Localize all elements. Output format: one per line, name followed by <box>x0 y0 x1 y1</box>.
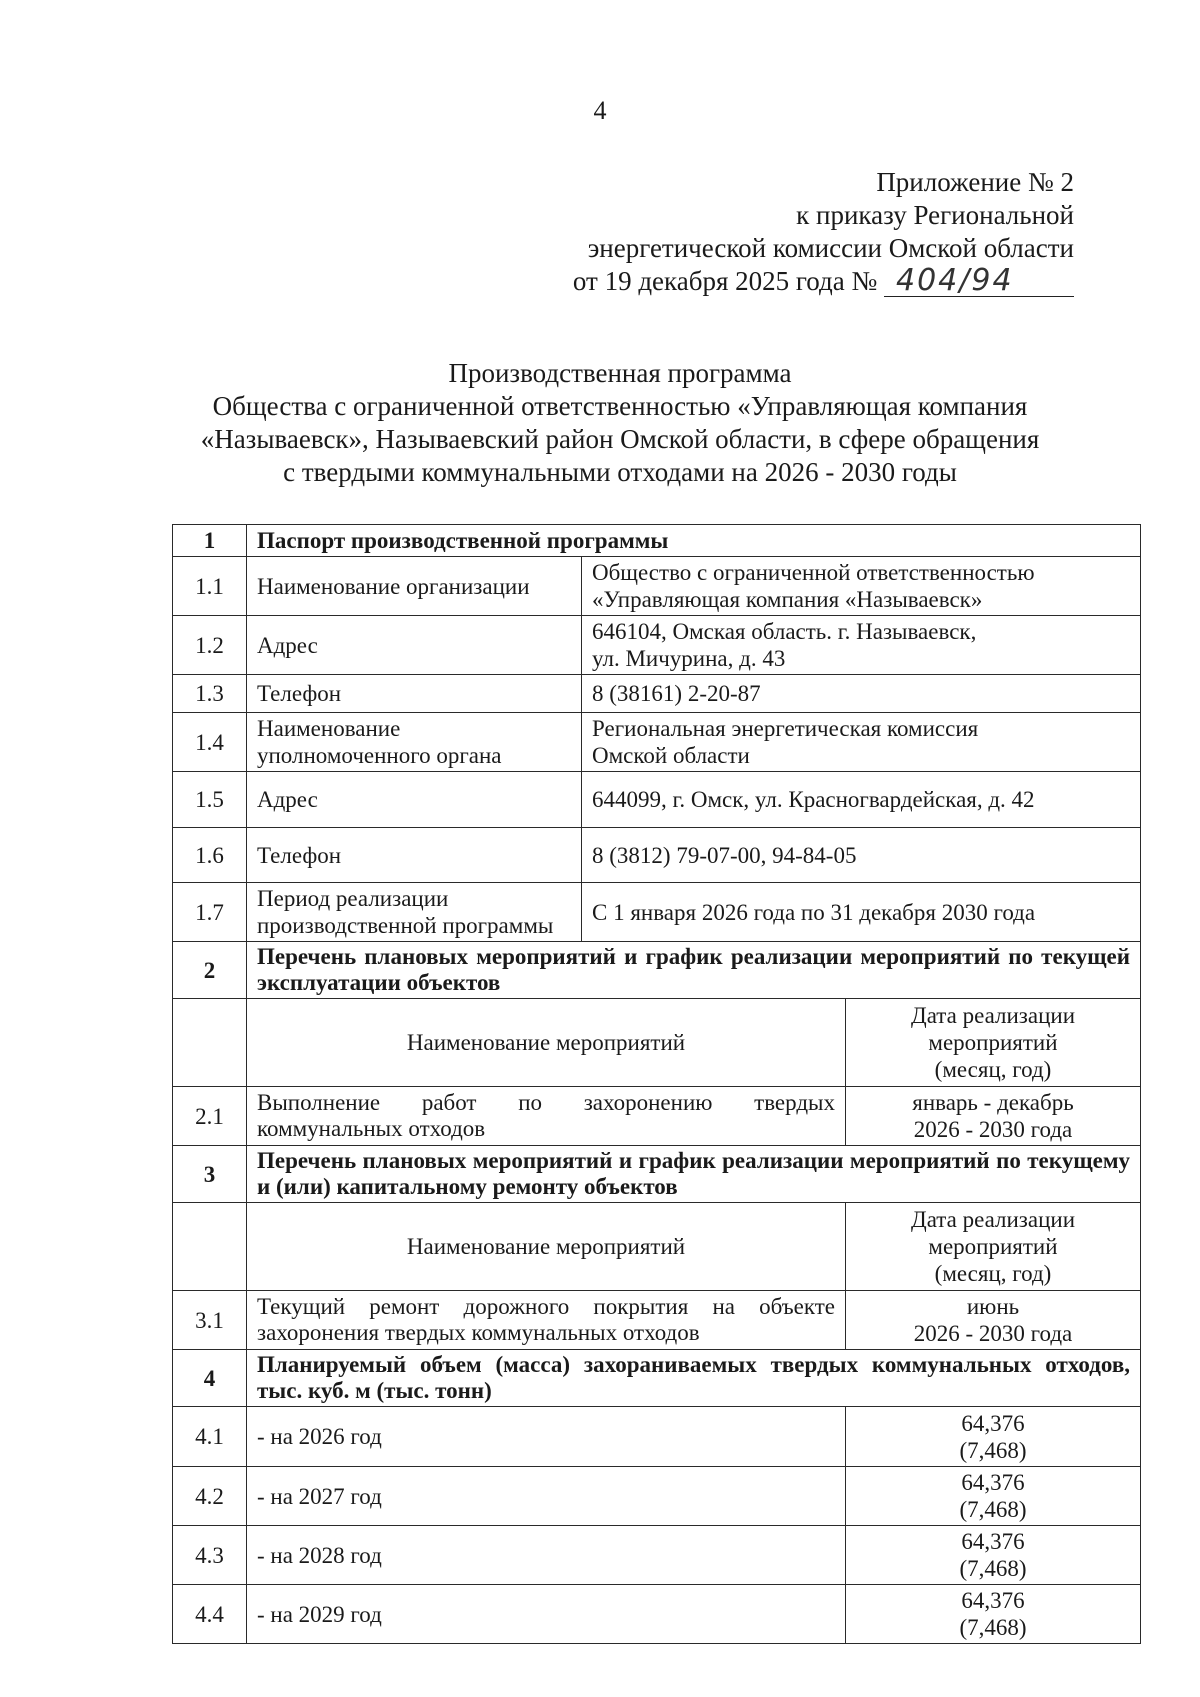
year-amount <box>846 1407 1141 1467</box>
label-line: Наименование <box>257 716 401 741</box>
row-number: 4.3 <box>173 1526 247 1585</box>
row-number: 1.6 <box>173 828 247 883</box>
table-row <box>173 675 1141 713</box>
title-line-2: Общества с ограниченной ответственностью «Управляющая компания <box>212 391 1028 421</box>
appendix-line-3: энергетической комиссии Омской области <box>587 233 1074 263</box>
year-amount <box>846 1585 1141 1644</box>
page-number: 4 <box>593 96 607 125</box>
section-2-header <box>173 942 1141 999</box>
table-row <box>173 1407 1141 1467</box>
row-number: 1.5 <box>173 772 247 828</box>
appendix-line-4 <box>454 265 1074 298</box>
header-line: Дата реализации <box>911 1003 1075 1028</box>
mass-value: (7,468) <box>959 1556 1027 1581</box>
row-number: 3.1 <box>173 1291 247 1350</box>
empty-cell <box>173 1203 247 1291</box>
order-number-handwritten: 404/94 <box>884 266 1074 297</box>
column-header-name: Наименование мероприятий <box>247 1203 846 1291</box>
row-number: 1.3 <box>173 675 247 713</box>
value-line: Омской области <box>592 743 750 768</box>
table-row <box>173 616 1141 675</box>
row-value <box>582 713 1141 772</box>
row-number: 1.2 <box>173 616 247 675</box>
mass-value: (7,468) <box>959 1437 1027 1463</box>
table-row <box>173 772 1141 828</box>
section-title: Планируемый объем (масса) захораниваемых твердых коммунальных отходов, тыс. куб. м (тыс. тонн) <box>247 1350 1141 1407</box>
year-label: - на 2028 год <box>247 1526 846 1585</box>
row-label: Телефон <box>247 675 582 713</box>
year-label: - на 2029 год <box>247 1585 846 1644</box>
title-line-3: «Называевск», Называевский район Омской области, в сфере обращения <box>200 424 1040 454</box>
date-line: 2026 - 2030 года <box>913 1321 1073 1346</box>
activity-date <box>846 1291 1141 1350</box>
row-number: 1.7 <box>173 883 247 942</box>
table-subheader-row <box>173 999 1141 1087</box>
row-number: 1.1 <box>173 557 247 616</box>
table-row <box>173 883 1141 942</box>
row-label: Наименование организации <box>247 557 582 616</box>
table-row <box>173 1526 1141 1585</box>
volume-value: 64,376 <box>961 1588 1025 1613</box>
row-label <box>247 883 582 942</box>
row-number: 4.1 <box>173 1407 247 1467</box>
column-header-date <box>846 1203 1141 1291</box>
section-number: 3 <box>173 1146 247 1203</box>
row-value: 8 (38161) 2-20-87 <box>582 675 1141 713</box>
row-number: 2.1 <box>173 1087 247 1146</box>
production-program-table <box>172 524 1141 1644</box>
header-line: мероприятий <box>928 1234 1058 1259</box>
date-line: 2026 - 2030 года <box>913 1117 1073 1142</box>
section-4-header <box>173 1350 1141 1407</box>
table-row <box>173 1585 1141 1644</box>
appendix-line-2: к приказу Региональной <box>796 200 1074 230</box>
label-line: производственной программы <box>257 913 554 938</box>
title-line-4: с твердыми коммунальными отходами на 2026 - 2030 годы <box>283 457 957 487</box>
table-row <box>173 1087 1141 1146</box>
year-amount <box>846 1467 1141 1526</box>
row-value: 644099, г. Омск, ул. Красногвардейская, д. 42 <box>582 772 1141 828</box>
table-row <box>173 1467 1141 1526</box>
header-line: (месяц, год) <box>934 1057 1052 1082</box>
date-line: январь - декабрь <box>912 1090 1074 1115</box>
table-row <box>173 557 1141 616</box>
section-title: Перечень плановых мероприятий и график реализации мероприятий по текущему и (или) капитальному ремонту объектов <box>247 1146 1141 1203</box>
row-number: 4.4 <box>173 1585 247 1644</box>
year-amount <box>846 1526 1141 1585</box>
column-header-date <box>846 999 1141 1087</box>
table-row <box>173 828 1141 883</box>
row-label: Адрес <box>247 616 582 675</box>
row-label <box>247 713 582 772</box>
document-title <box>180 357 1060 489</box>
row-value <box>582 616 1141 675</box>
row-label: Телефон <box>247 828 582 883</box>
label-line: уполномоченного органа <box>257 743 502 768</box>
row-label: Адрес <box>247 772 582 828</box>
year-label: - на 2027 год <box>247 1467 846 1526</box>
volume-value: 64,376 <box>961 1410 1025 1436</box>
volume-value: 64,376 <box>961 1529 1025 1554</box>
value-line: Общество с ограниченной ответственностью <box>592 560 1035 585</box>
activity-name: Текущий ремонт дорожного покрытия на объекте захоронения твердых коммунальных отходов <box>247 1291 846 1350</box>
value-line: ул. Мичурина, д. 43 <box>592 646 786 671</box>
header-line: мероприятий <box>928 1030 1058 1055</box>
activity-date <box>846 1087 1141 1146</box>
empty-cell <box>173 999 247 1087</box>
mass-value: (7,468) <box>959 1497 1027 1522</box>
label-line: Период реализации <box>257 886 449 911</box>
value-line: Региональная энергетическая комиссия <box>592 716 979 741</box>
appendix-header <box>454 166 1074 298</box>
header-line: Дата реализации <box>911 1207 1075 1232</box>
value-line: «Управляющая компания «Называевск» <box>592 587 983 612</box>
table-row <box>173 1291 1141 1350</box>
row-value: С 1 января 2026 года по 31 декабря 2030 года <box>582 883 1141 942</box>
row-value: 8 (3812) 79-07-00, 94-84-05 <box>582 828 1141 883</box>
section-1-header <box>173 525 1141 557</box>
table-subheader-row <box>173 1203 1141 1291</box>
year-label: - на 2026 год <box>247 1407 846 1467</box>
section-number: 1 <box>173 525 247 557</box>
section-number: 4 <box>173 1350 247 1407</box>
section-number: 2 <box>173 942 247 999</box>
appendix-line-1: Приложение № 2 <box>876 167 1074 197</box>
row-number: 1.4 <box>173 713 247 772</box>
table-row <box>173 713 1141 772</box>
mass-value: (7,468) <box>959 1615 1027 1640</box>
column-header-name: Наименование мероприятий <box>247 999 846 1087</box>
section-3-header <box>173 1146 1141 1203</box>
row-number: 4.2 <box>173 1467 247 1526</box>
date-line: июнь <box>966 1294 1020 1319</box>
order-date: от 19 декабря 2025 года № <box>572 266 878 296</box>
row-value <box>582 557 1141 616</box>
section-title: Перечень плановых мероприятий и график реализации мероприятий по текущей эксплуатации объектов <box>247 942 1141 999</box>
header-line: (месяц, год) <box>934 1261 1052 1286</box>
title-line-1: Производственная программа <box>448 358 792 388</box>
value-line: 646104, Омская область. г. Называевск, <box>592 619 977 644</box>
section-title: Паспорт производственной программы <box>247 525 1141 557</box>
volume-value: 64,376 <box>961 1470 1025 1495</box>
activity-name: Выполнение работ по захоронению твердых коммунальных отходов <box>247 1087 846 1146</box>
